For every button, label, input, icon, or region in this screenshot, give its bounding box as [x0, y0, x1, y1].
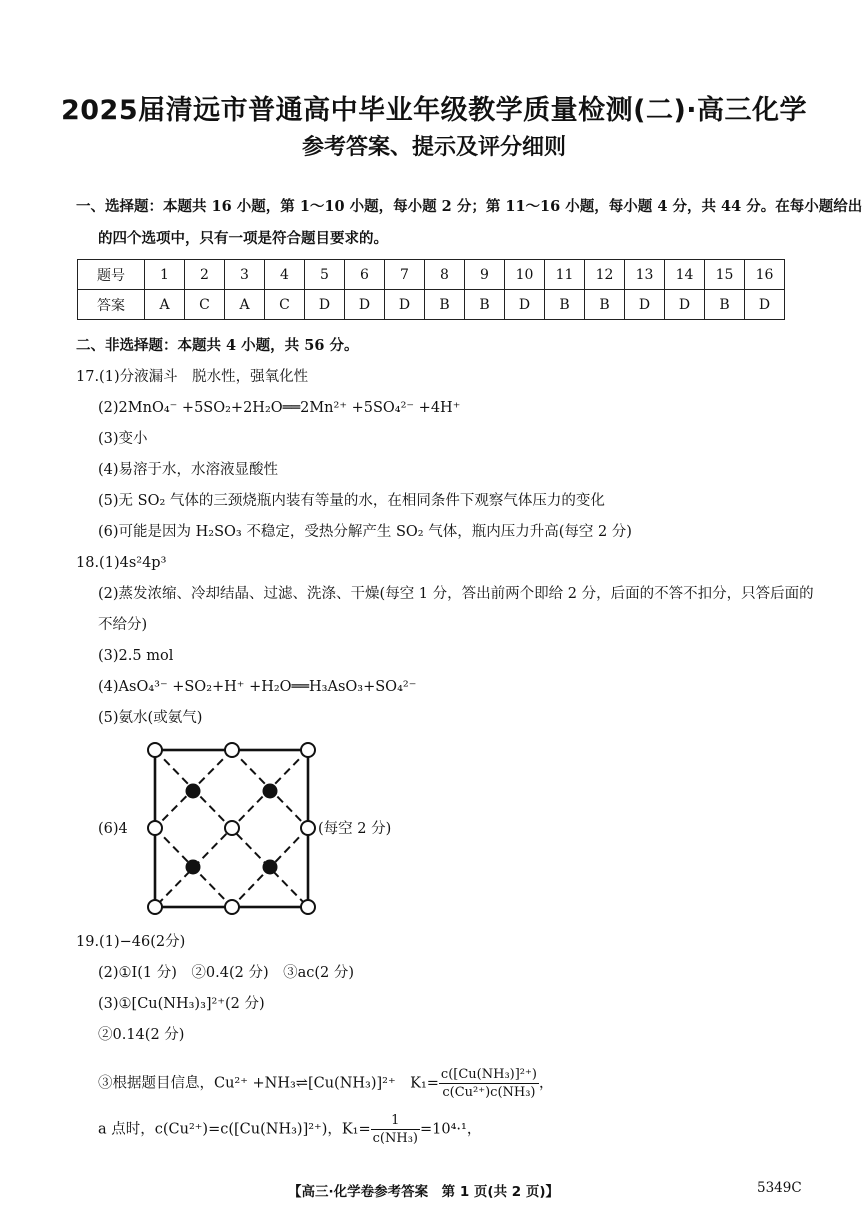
table-cell: B	[585, 290, 625, 320]
q19-line2: (2)①Ⅰ(1 分) ②0.4(2 分) ③ac(2 分)	[98, 965, 355, 981]
section1-heading-line1: 一、选择题：本题共 16 小题，第 1～10 小题，每小题 2 分；第 11～16 小题，每小题 4 分，共 44 分。在每小题给出	[76, 198, 863, 215]
table-cell: 8	[425, 260, 465, 290]
footer-code: 5349C	[757, 1180, 802, 1196]
q18-line4: (3)2.5 mol	[98, 648, 174, 664]
page-title: 2025届清远市普通高中毕业年级教学质量检测(二)·高三化学	[60, 95, 808, 126]
table-cell: 14	[665, 260, 705, 290]
q19-line1: 19.(1)−46(2分)	[76, 934, 186, 950]
q19-line5-text: ③根据题目信息，Cu²⁺ +NH₃⇌[Cu(NH₃)]²⁺ K₁=	[98, 1075, 439, 1092]
q19-line6-tail: =10⁴·¹，	[420, 1121, 482, 1138]
q18-line2: (2)蒸发浓缩、冷却结晶、过滤、洗涤、干燥(每空 1 分，答出前两个即给 2 分，后面的不答不扣分，只答后面的	[98, 586, 814, 602]
q19-k1-numerator: c([Cu(NH₃)]²⁺)	[440, 1067, 537, 1082]
q17-line2: (2)2MnO₄⁻ +5SO₂+2H₂O══2Mn²⁺ +5SO₄²⁻ +4H⁺	[98, 400, 461, 416]
table-cell: B	[465, 290, 505, 320]
answer-table	[77, 259, 785, 320]
section2-heading: 二、非选择题：本题共 4 小题，共 56 分。	[76, 337, 359, 354]
q18-line7-left: (6)4	[98, 821, 128, 837]
q18-line5: (4)AsO₄³⁻ +SO₂+H⁺ +H₂O══H₃AsO₃+SO₄²⁻	[98, 679, 417, 695]
q19-k1-fraction	[439, 1066, 539, 1101]
table-cell: B	[425, 290, 465, 320]
q19-line6	[98, 1112, 481, 1147]
table-cell: C	[265, 290, 305, 320]
table-row-numbers	[78, 260, 785, 290]
table-cell: D	[505, 290, 545, 320]
table-cell: A	[145, 290, 185, 320]
table-cell: 6	[345, 260, 385, 290]
table-cell: D	[665, 290, 705, 320]
table-cell: 5	[305, 260, 345, 290]
q17-line5: (5)无 SO₂ 气体的三颈烧瓶内装有等量的水，在相同条件下观察气体压力的变化	[98, 493, 605, 509]
q19-line5	[98, 1066, 553, 1101]
q17-line1: 17.(1)分液漏斗 脱水性，强氧化性	[76, 369, 309, 385]
q19-line3: (3)①[Cu(NH₃)₃]²⁺(2 分)	[98, 996, 265, 1012]
table-cell: D	[385, 290, 425, 320]
table-cell: B	[705, 290, 745, 320]
open-atoms	[148, 743, 315, 914]
table-row-answers	[78, 290, 785, 320]
table-cell: 4	[265, 260, 305, 290]
q17-line4: (4)易溶于水，水溶液显酸性	[98, 462, 279, 478]
table-header-cell: 答案	[78, 290, 145, 320]
table-cell: 3	[225, 260, 265, 290]
table-cell: 2	[185, 260, 225, 290]
q18-line6: (5)氨水(或氨气)	[98, 710, 203, 726]
table-cell: D	[345, 290, 385, 320]
q19-line6-text: a 点时，c(Cu²⁺)=c([Cu(NH₃)]²⁺)，K₁=	[98, 1121, 371, 1138]
table-cell: A	[225, 290, 265, 320]
table-cell: 13	[625, 260, 665, 290]
table-cell: B	[545, 290, 585, 320]
q19-k1-value-numerator: 1	[371, 1112, 420, 1130]
q17-line6: (6)可能是因为 H₂SO₃ 不稳定，受热分解产生 SO₂ 气体，瓶内压力升高(每空 2 分)	[98, 524, 632, 540]
table-cell: 15	[705, 260, 745, 290]
table-cell: 10	[505, 260, 545, 290]
q19-k1-denominator: c(Cu²⁺)c(NH₃)	[442, 1085, 536, 1100]
table-cell: 9	[465, 260, 505, 290]
q19-k1-value-fraction	[371, 1112, 420, 1147]
table-cell: C	[185, 290, 225, 320]
table-cell: D	[745, 290, 785, 320]
table-cell: D	[305, 290, 345, 320]
table-cell: 11	[545, 260, 585, 290]
table-cell: 16	[745, 260, 785, 290]
q17-line3: (3)变小	[98, 431, 148, 447]
q18-line7-right: (每空 2 分)	[318, 821, 392, 837]
page-subtitle: 参考答案、提示及评分细则	[301, 135, 566, 160]
q19-k1-value-denominator: c(NH₃)	[372, 1131, 418, 1146]
crystal-structure-figure	[146, 741, 318, 919]
footer-page-info: 【高三·化学卷参考答案 第 1 页(共 2 页)】	[288, 1184, 560, 1200]
section1-heading-line2: 的四个选项中，只有一项是符合题目要求的。	[98, 230, 388, 247]
table-cell: D	[625, 290, 665, 320]
table-cell: 7	[385, 260, 425, 290]
q18-line1: 18.(1)4s²4p³	[76, 555, 167, 571]
table-header-cell: 题号	[78, 260, 145, 290]
table-cell: 1	[145, 260, 185, 290]
q19-line4: ②0.14(2 分)	[98, 1027, 185, 1043]
q19-line5-tail: ，	[538, 1075, 554, 1092]
table-cell: 12	[585, 260, 625, 290]
q18-line3: 不给分)	[98, 617, 148, 633]
